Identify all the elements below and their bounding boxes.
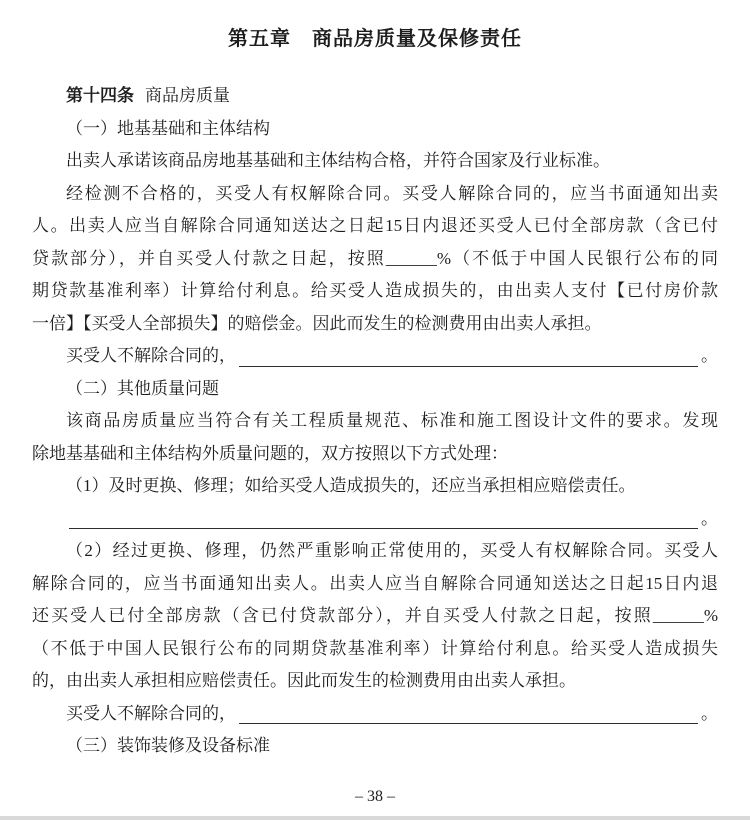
text-line: 该商品房质量应当符合有关工程质量规范、标准和施工图设计文件的要求。发现	[66, 411, 718, 430]
text-line: （1）及时更换、修理；如给买受人造成损失的，还应当承担相应赔偿责任。	[66, 476, 636, 495]
text-line: 解除合同的，应当书面通知出卖人。出卖人应当自解除合同通知送达之日起15日内退	[32, 573, 718, 593]
fill-in-line	[32, 698, 718, 731]
article-number: 第十四条	[66, 86, 134, 105]
section-heading-1: （一）地基基础和主体结构	[66, 118, 270, 138]
text-line: 除地基基础和主体结构外质量问题的，双方按照以下方式处理：	[32, 443, 508, 463]
clause-text: 买受人不解除合同的，	[66, 703, 236, 723]
section-heading-3: （三）装饰装修及设备标准	[66, 736, 270, 755]
text-line: 人。出卖人应当自解除合同通知送达之日起15日内退还买受人已付全部房款（含已付	[32, 216, 718, 235]
text-line: 贷款部分），并自买受人付款之日起，按照______%（不低于中国人民银行公布的同	[32, 248, 718, 268]
fill-in-blank	[236, 698, 701, 731]
text-line: 还买受人已付全部房款（含已付贷款部分），并自买受人付款之日起，按照______%	[32, 606, 718, 625]
text-line: 期贷款基准利率）计算给付利息。给买受人造成损失的，由出卖人支付【已付房价款	[32, 281, 718, 300]
fill-in-blank	[236, 340, 701, 373]
period: 。	[701, 508, 718, 528]
article-heading	[32, 80, 718, 113]
page-number: – 38 –	[355, 788, 395, 805]
fill-in-line	[32, 340, 718, 373]
document-body	[32, 80, 718, 763]
period: 。	[701, 703, 718, 723]
chapter-title: 第五章 商品房质量及保修责任	[228, 28, 522, 50]
text-line: （不低于中国人民银行公布的同期贷款基准利率）计算给付利息。给买受人造成损失	[32, 638, 718, 658]
bottom-strip	[0, 816, 750, 820]
period: 。	[701, 346, 718, 365]
clause-text: 买受人不解除合同的，	[66, 346, 236, 365]
text-line: 出卖人承诺该商品房地基基础和主体结构合格，并符合国家及行业标准。	[66, 151, 610, 170]
section-heading-2: （二）其他质量问题	[66, 378, 219, 398]
fill-in-line	[32, 503, 718, 536]
text-line: 经检测不合格的，买受人有权解除合同。买受人解除合同的，应当书面通知出卖	[66, 183, 718, 203]
text-line: 一倍】【买受人全部损失】的赔偿金。因此而发生的检测费用由出卖人承担。	[32, 313, 602, 333]
fill-in-blank	[66, 503, 701, 536]
text-line: 的，由出卖人承担相应赔偿责任。因此而发生的检测费用由出卖人承担。	[32, 671, 576, 690]
text-line: （2）经过更换、修理，仍然严重影响正常使用的，买受人有权解除合同。买受人	[66, 541, 718, 560]
article-title: 商品房质量	[145, 86, 230, 105]
